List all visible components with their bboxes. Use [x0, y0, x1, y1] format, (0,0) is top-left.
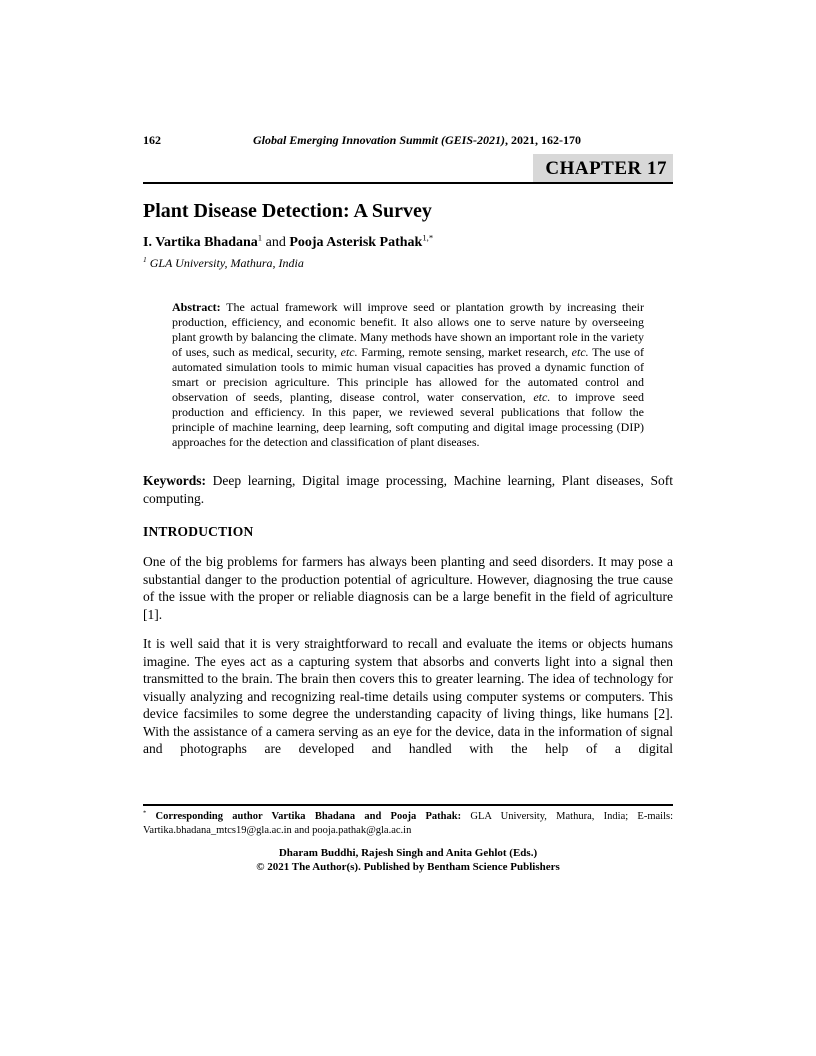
- chapter-banner-row: [143, 154, 673, 184]
- publisher-footer: [143, 847, 673, 874]
- author-2-name: Pooja Asterisk Pathak: [289, 235, 423, 250]
- keywords: [143, 472, 673, 507]
- abstract-etc-1: etc.: [340, 345, 358, 359]
- author-2-affiliation-marker: 1,*: [422, 232, 434, 243]
- affiliation-line: [143, 256, 673, 271]
- footnote-bold-text: Corresponding author Vartika Bhadana and Pooja Pathak:: [146, 811, 462, 822]
- introduction-paragraph-1: One of the big problems for farmers has always been planting and seed disorders. It may pose a substantial danger to the production potential of agriculture. However, diagnosing the true cause of the issue with the proper or reliable diagnosis can be a large benefit in the field of agriculture [1].: [143, 554, 673, 622]
- introduction-heading: INTRODUCTION: [143, 524, 254, 539]
- footnote-asterisk-marker: *: [143, 809, 147, 817]
- page-content: [143, 133, 673, 758]
- footnote-area: [143, 804, 673, 874]
- footnote-text: GLA University, Mathura, India; E-mails: Vartika.bhadana_mtcs19@gla.ac.in and pooja.pathak@gla.ac.in: [143, 811, 673, 836]
- affiliation-text: GLA University, Mathura, India: [146, 256, 304, 270]
- keywords-text: Deep learning, Digital image processing, Machine learning, Plant diseases, Soft computing.: [143, 473, 673, 506]
- running-header: [143, 133, 673, 148]
- abstract-label: Abstract:: [172, 300, 221, 314]
- abstract-text-2: Farming, remote sensing, market research,: [357, 345, 572, 359]
- introduction-paragraph-2: It is well said that it is very straightforward to recall and evaluate the items or objects humans imagine. The eyes act as a capturing system that absorbs and converts light into a signal then transmitted to the brain. The brain then covers this to greater learning. The idea of technology for visually analyzing and recognizing real-time details using computer systems or computers. This device facsimiles to some degree the understanding capacity of living things, like humans [2]. With the assistance of a camera serving as an eye for the device, data in the information of signal and photographs are developed and handled with the help of a digital: [143, 636, 673, 756]
- running-title: [161, 133, 673, 148]
- abstract-text-1: The actual framework will improve seed or plantation growth by increasing their production, efficiency, and economic benefit. It also allows one to serve nature by overseeing plant growth by balancing the climate. Many methods have shown an important role in the variety of uses, such as medical, security,: [172, 300, 644, 359]
- abstract-etc-3: etc.: [533, 390, 551, 404]
- chapter-label: CHAPTER 17: [533, 154, 673, 182]
- author-1-name: I. Vartika Bhadana: [143, 235, 258, 250]
- affiliation-marker: 1: [143, 255, 147, 264]
- corresponding-author-footnote: [143, 810, 673, 837]
- page-number: 162: [143, 133, 161, 147]
- abstract-text-3: The use of automated simulation tools to mimic human visual capacities has proved a dynamic function of smart or precision agriculture. This principle has allowed for the automated control and observation of seeds, planting, disease control, water conservation,: [172, 345, 644, 404]
- copyright-line: © 2021 The Author(s). Published by Bentham Science Publishers: [256, 860, 560, 873]
- page-title: Plant Disease Detection: A Survey: [143, 200, 432, 222]
- author-1-affiliation-marker: 1: [257, 232, 263, 243]
- abstract-etc-2: etc.: [571, 345, 589, 359]
- running-title-suffix: , 2021, 162-170: [505, 133, 582, 147]
- abstract: [172, 300, 644, 450]
- keywords-label: Keywords:: [143, 473, 206, 488]
- editors-line: Dharam Buddhi, Rajesh Singh and Anita Gehlot (Eds.): [278, 847, 538, 859]
- authors-connector: and: [262, 235, 290, 250]
- running-title-journal: Global Emerging Innovation Summit (GEIS-2021): [252, 133, 506, 147]
- abstract-text-4: to improve seed production and efficiency. In this paper, we reviewed several publications that follow the principle of machine learning, deep learning, soft computing and digital image processing (DIP) approaches for the detection and classification of plant diseases.: [172, 390, 645, 449]
- authors-line: [143, 234, 673, 252]
